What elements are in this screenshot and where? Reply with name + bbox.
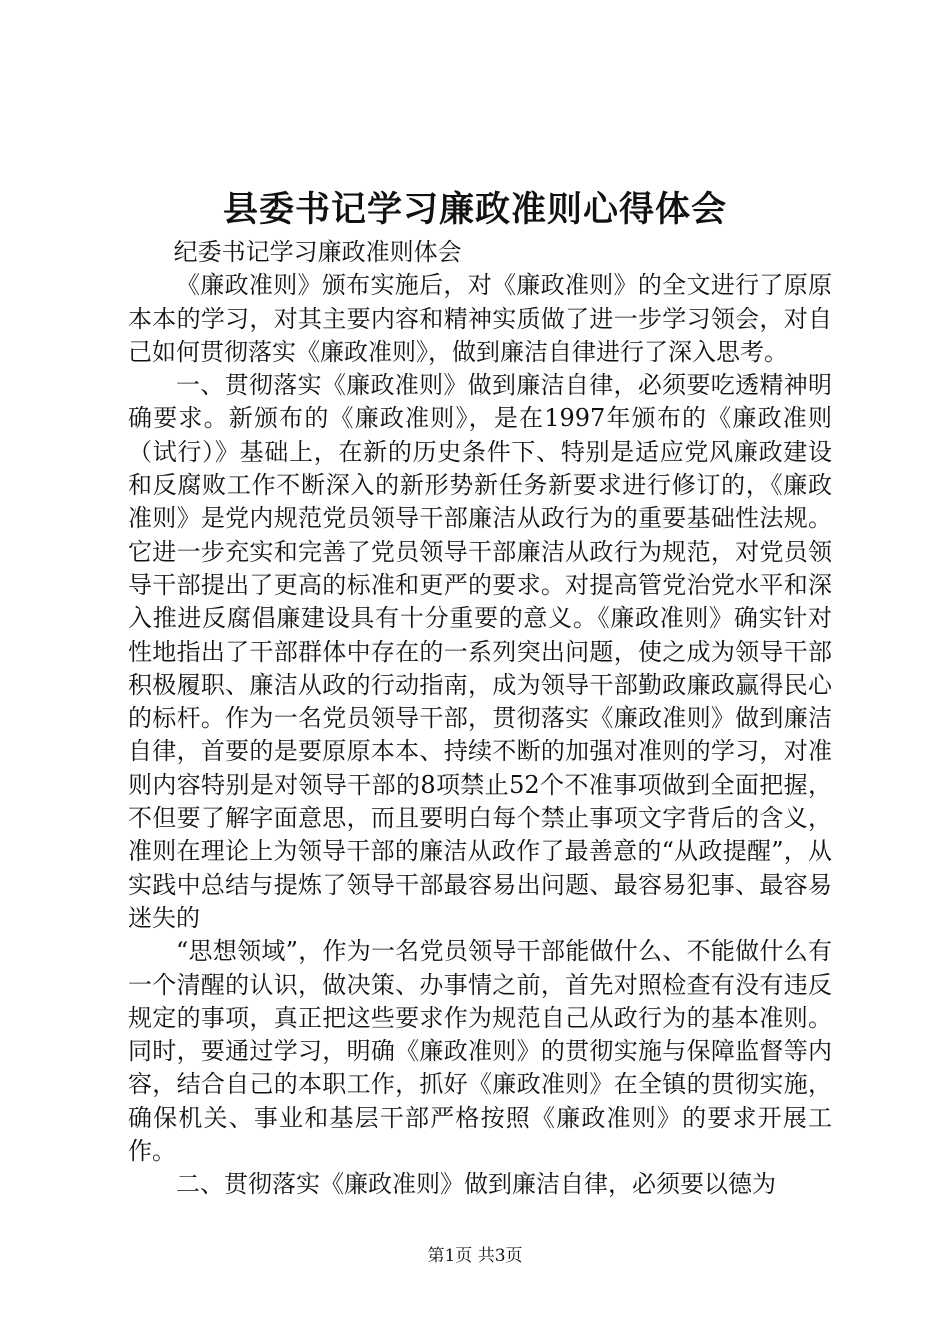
document-title: 县委书记学习廉政准则心得体会 — [222, 189, 727, 230]
paragraph-section-two: 二、贯彻落实《廉政准则》做到廉洁自律，必须要以德为 — [176, 1170, 776, 1199]
document-body — [128, 236, 832, 1202]
paragraph-section-one-continued: “思想领域”，作为一名党员领导干部能做什么、不能做什么有一个清醒的认识，做决策、办事情之前，首先对照检查有没有违反规定的事项，真正把这些要求作为规范自己从政行为的基本准则。同时，要通过学习，明确《廉政准则》的贯彻实施与保障监督等内容，结合自己的本职工作，抓好《廉政准则》在全镇的贯彻实施，确保机关、事业和基层干部严格按照《廉政准则》的要求开展工作。 — [128, 937, 832, 1166]
page-footer: 第1页 共3页 — [427, 1246, 523, 1266]
document-subtitle: 纪委书记学习廉政准则体会 — [173, 238, 462, 266]
paragraph-intro: 《廉政准则》颁布实施后，对《廉政准则》的全文进行了原原本本的学习，对其主要内容和精神实质做了进一步学习领会，对自己如何贯彻落实《廉政准则》，做到廉洁自律进行了深入思考。 — [128, 271, 832, 366]
paragraph-section-one: 一、贯彻落实《廉政准则》做到廉洁自律，必须要吃透精神明确要求。新颁布的《廉政准则》，是在1997年颁布的《廉政准则（试行）》基础上，在新的历史条件下、特别是适应党风廉政建设和反腐败工作不断深入的新形势新任务新要求进行修订的，《廉政准则》是党内规范党员领导干部廉洁从政行为的重要基础性法规。它进一步充实和完善了党员领导干部廉洁从政行为规范，对党员领导干部提出了更高的标准和更严的要求。对提高管党治党水平和深入推进反腐倡廉建设具有十分重要的意义。《廉政准则》确实针对性地指出了干部群体中存在的一系列突出问题，使之成为领导干部积极履职、廉洁从政的行动指南，成为领导干部勤政廉政赢得民心的标杆。作为一名党员领导干部，贯彻落实《廉政准则》做到廉洁自律，首要的是要原原本本、持续不断的加强对准则的学习，对准则内容特别是对领导干部的8项禁止52个不准事项做到全面把握，不但要了解字面意思，而且要明白每个禁止事项文字背后的含义，准则在理论上为领导干部的廉洁从政作了最善意的“从政提醒”，从实践中总结与提炼了领导干部最容易出问题、最容易犯事、最容易迷失的 — [128, 371, 832, 932]
